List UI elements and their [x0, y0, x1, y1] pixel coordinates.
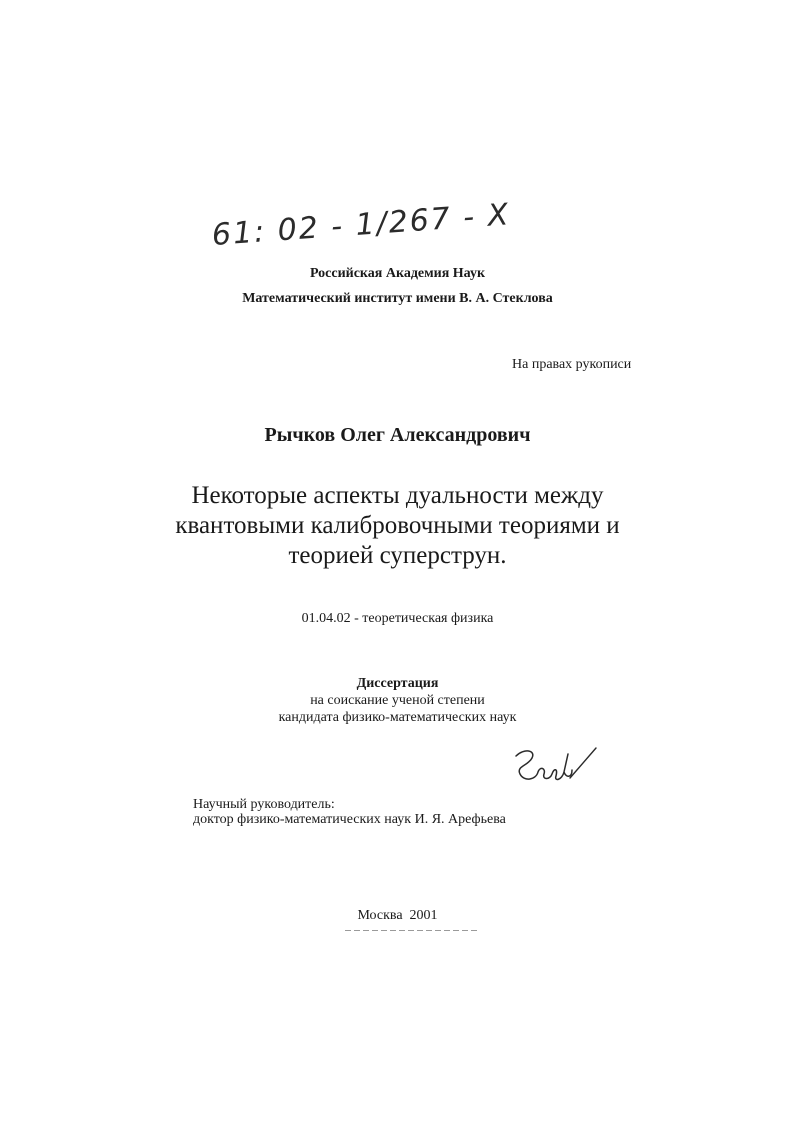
supervisor-label: Научный руководитель:: [193, 797, 335, 812]
specialty-code: 01.04.02 - теоретическая физика: [301, 611, 494, 626]
place-and-year: Москва 2001: [357, 908, 438, 923]
author-name: Рычков Олег Александрович: [264, 424, 531, 446]
institute-name: Математический институт имени В. А. Стеклова: [242, 291, 553, 306]
thesis-title-line-3: теорией суперструн.: [288, 542, 507, 569]
degree-line-1: на соискание ученой степени: [310, 693, 485, 708]
thesis-title-line-1: Некоторые аспекты дуальности между: [191, 482, 604, 509]
dissertation-heading: Диссертация: [356, 676, 439, 691]
supervisor-name: доктор физико-математических наук И. Я. Арефьева: [193, 812, 506, 827]
organization-name: Российская Академия Наук: [309, 266, 486, 281]
archive-code-handwritten: 61: 02 - 1/267 - X: [210, 197, 512, 253]
degree-line-2: кандидата физико-математических наук: [278, 710, 517, 725]
rights-note: На правах рукописи: [512, 357, 632, 372]
thesis-title-line-2: квантовыми калибровочными теориями и: [175, 512, 620, 539]
divider: [345, 930, 477, 931]
signature-icon: [510, 744, 610, 794]
